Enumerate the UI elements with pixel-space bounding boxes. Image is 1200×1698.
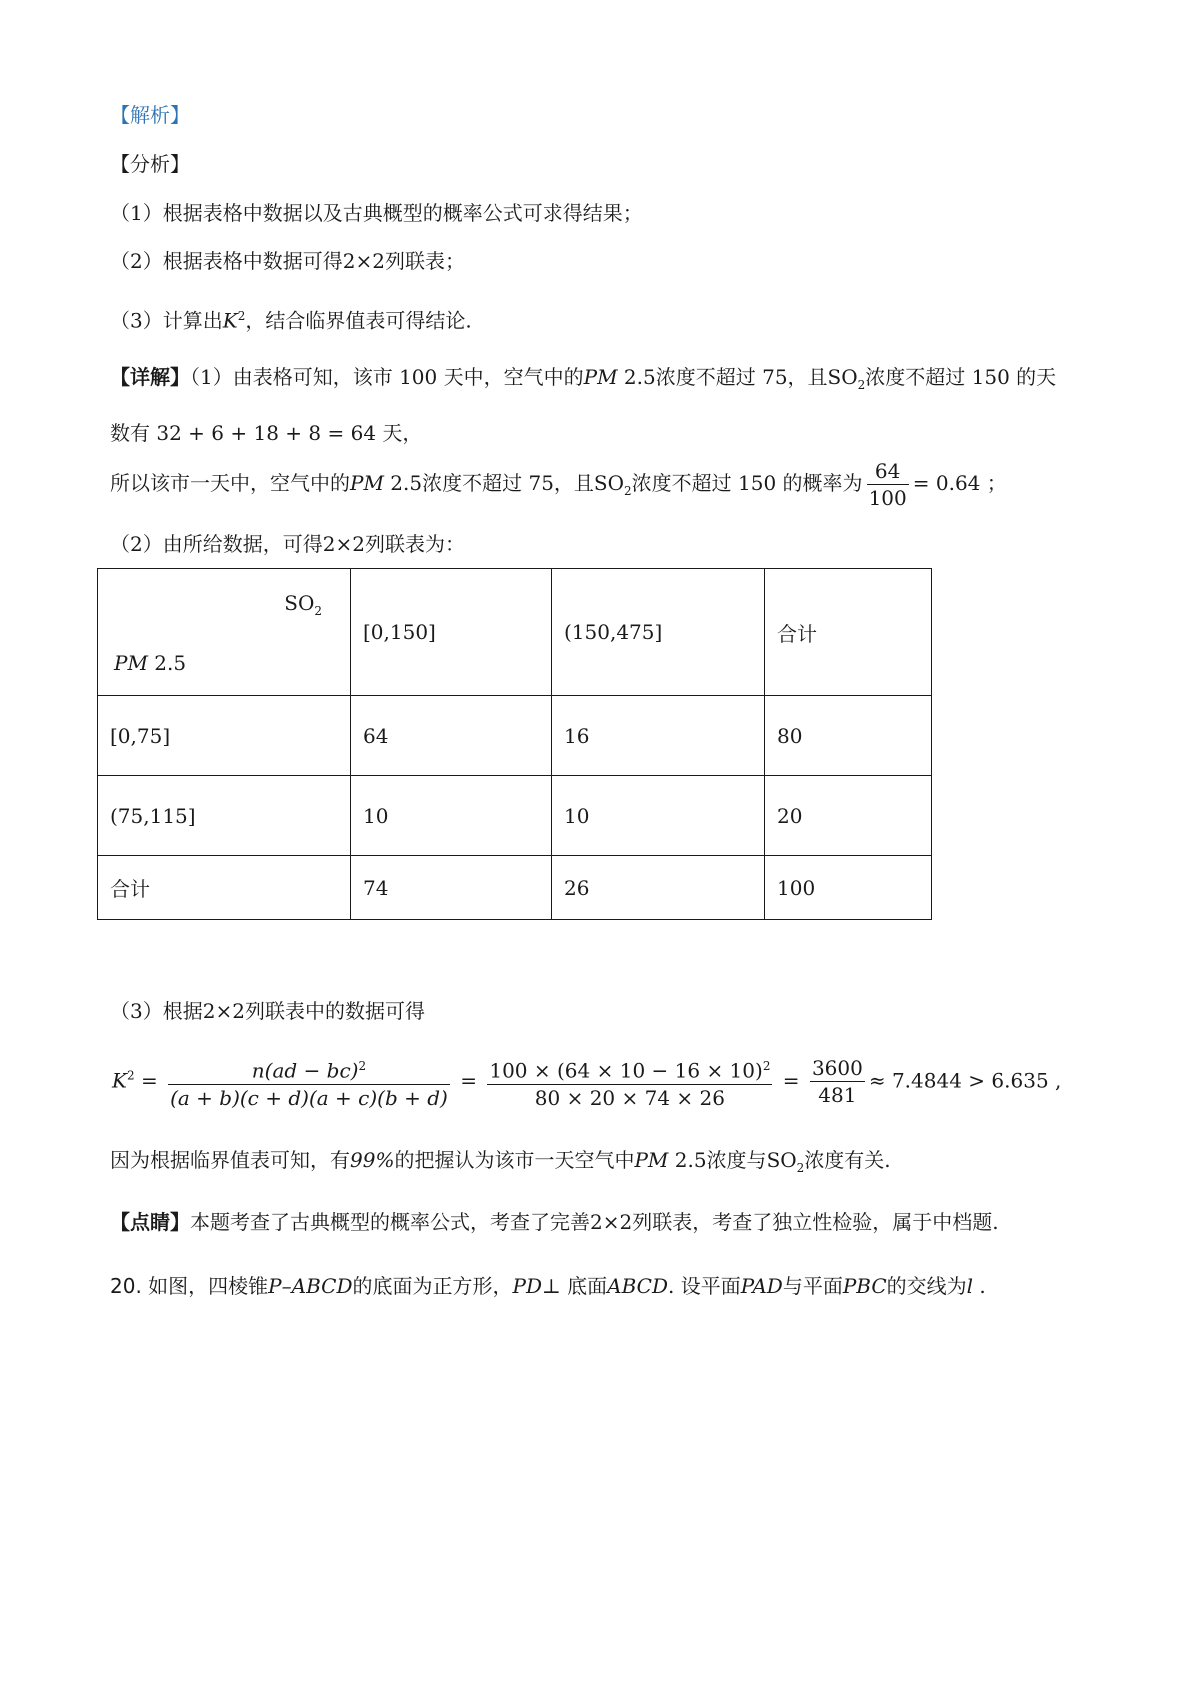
column-variable-label: $SO_2$ <box>284 591 322 618</box>
detail-line-3: 所以该市一天中，空气中的PM 2.5浓度不超过 75，且$SO_2$浓度不超过 150 的概率为 $\frac{64}{100}$ = 0.64 ； <box>110 459 1007 510</box>
formula-fraction-result: $\frac{3600}{481}$ <box>811 1056 863 1108</box>
detail-line-2: 数有 32 + 6 + 18 + 8 = 64 天， <box>110 421 423 445</box>
analysis-line-1: （1）根据表格中数据以及古典概型的概率公式可求得结果； <box>110 201 643 225</box>
row-variable-label: PM 2.5 <box>114 651 187 675</box>
table-cell: 10 <box>552 776 765 856</box>
question-20: 20. 如图，四棱锥P–ABCD的底面为正方形，PD⊥ 底面ABCD. 设平面PAD与平面PBC的交线为l . <box>110 1274 986 1298</box>
chi-square-formula: $K^2$ = $\frac{n(ad - bc)^2}{(a + b)(c + d)(a + c)(b + d)}$ = $\frac{100 \times (64 \times 10 - 16 \times 10)^2}{80 \times 20 \times 74 \times 26}$ = $\frac{3600}{481}$ ≈ 7.4844 > 6.635 , <box>112 1053 1061 1111</box>
row-header: 合计 <box>98 856 351 920</box>
column-header: [0,150] <box>351 569 552 696</box>
row-header: [0,75] <box>98 696 351 776</box>
detail-line-1: 【详解】（1）由表格可知，该市 100 天中，空气中的PM 2.5浓度不超过 75，且$SO_2$浓度不超过 150 的天 <box>110 365 1057 392</box>
table-cell: 74 <box>351 856 552 920</box>
analysis-line-3: （3）计算出$K^2$，结合临界值表可得结论. <box>110 308 472 333</box>
table-cell: 80 <box>765 696 932 776</box>
column-header: (150,475] <box>552 569 765 696</box>
conclusion-line: 因为根据临界值表可知，有99%的把握认为该市一天空气中PM 2.5浓度与$SO_2$浓度有关. <box>110 1148 891 1175</box>
table-cell: 20 <box>765 776 932 856</box>
table-cell: 16 <box>552 696 765 776</box>
table-row <box>98 776 932 856</box>
comment-line: 【点睛】本题考查了古典概型的概率公式，考查了完善2×2列联表，考查了独立性检验，属于中档题. <box>110 1210 999 1234</box>
table-row <box>98 856 932 920</box>
probability-fraction: $\frac{64}{100}$ <box>868 459 907 510</box>
table-cell: 10 <box>351 776 552 856</box>
formula-fraction-values: $\frac{100 \times (64 \times 10 - 16 \times 10)^2}{80 \times 20 \times 74 \times 26}$ <box>487 1053 772 1111</box>
row-header: (75,115] <box>98 776 351 856</box>
table-row <box>98 696 932 776</box>
formula-fraction-general: $\frac{n(ad - bc)^2}{(a + b)(c + d)(a + c)(b + d)}$ <box>168 1053 450 1111</box>
section-label-fenxi: 【分析】 <box>110 152 190 176</box>
detail-line-4: （2）由所给数据，可得2×2列联表为： <box>110 532 465 556</box>
contingency-table <box>97 568 932 920</box>
section-label-jiexi: 【解析】 <box>110 103 190 127</box>
column-header: 合计 <box>765 569 932 696</box>
table-header-row <box>98 569 932 696</box>
analysis-line-2: （2）根据表格中数据可得2×2列联表； <box>110 249 465 273</box>
part3-line-1: （3）根据2×2列联表中的数据可得 <box>110 999 425 1023</box>
table-corner-cell <box>98 569 351 696</box>
table-cell: 26 <box>552 856 765 920</box>
table-cell: 64 <box>351 696 552 776</box>
table-cell: 100 <box>765 856 932 920</box>
